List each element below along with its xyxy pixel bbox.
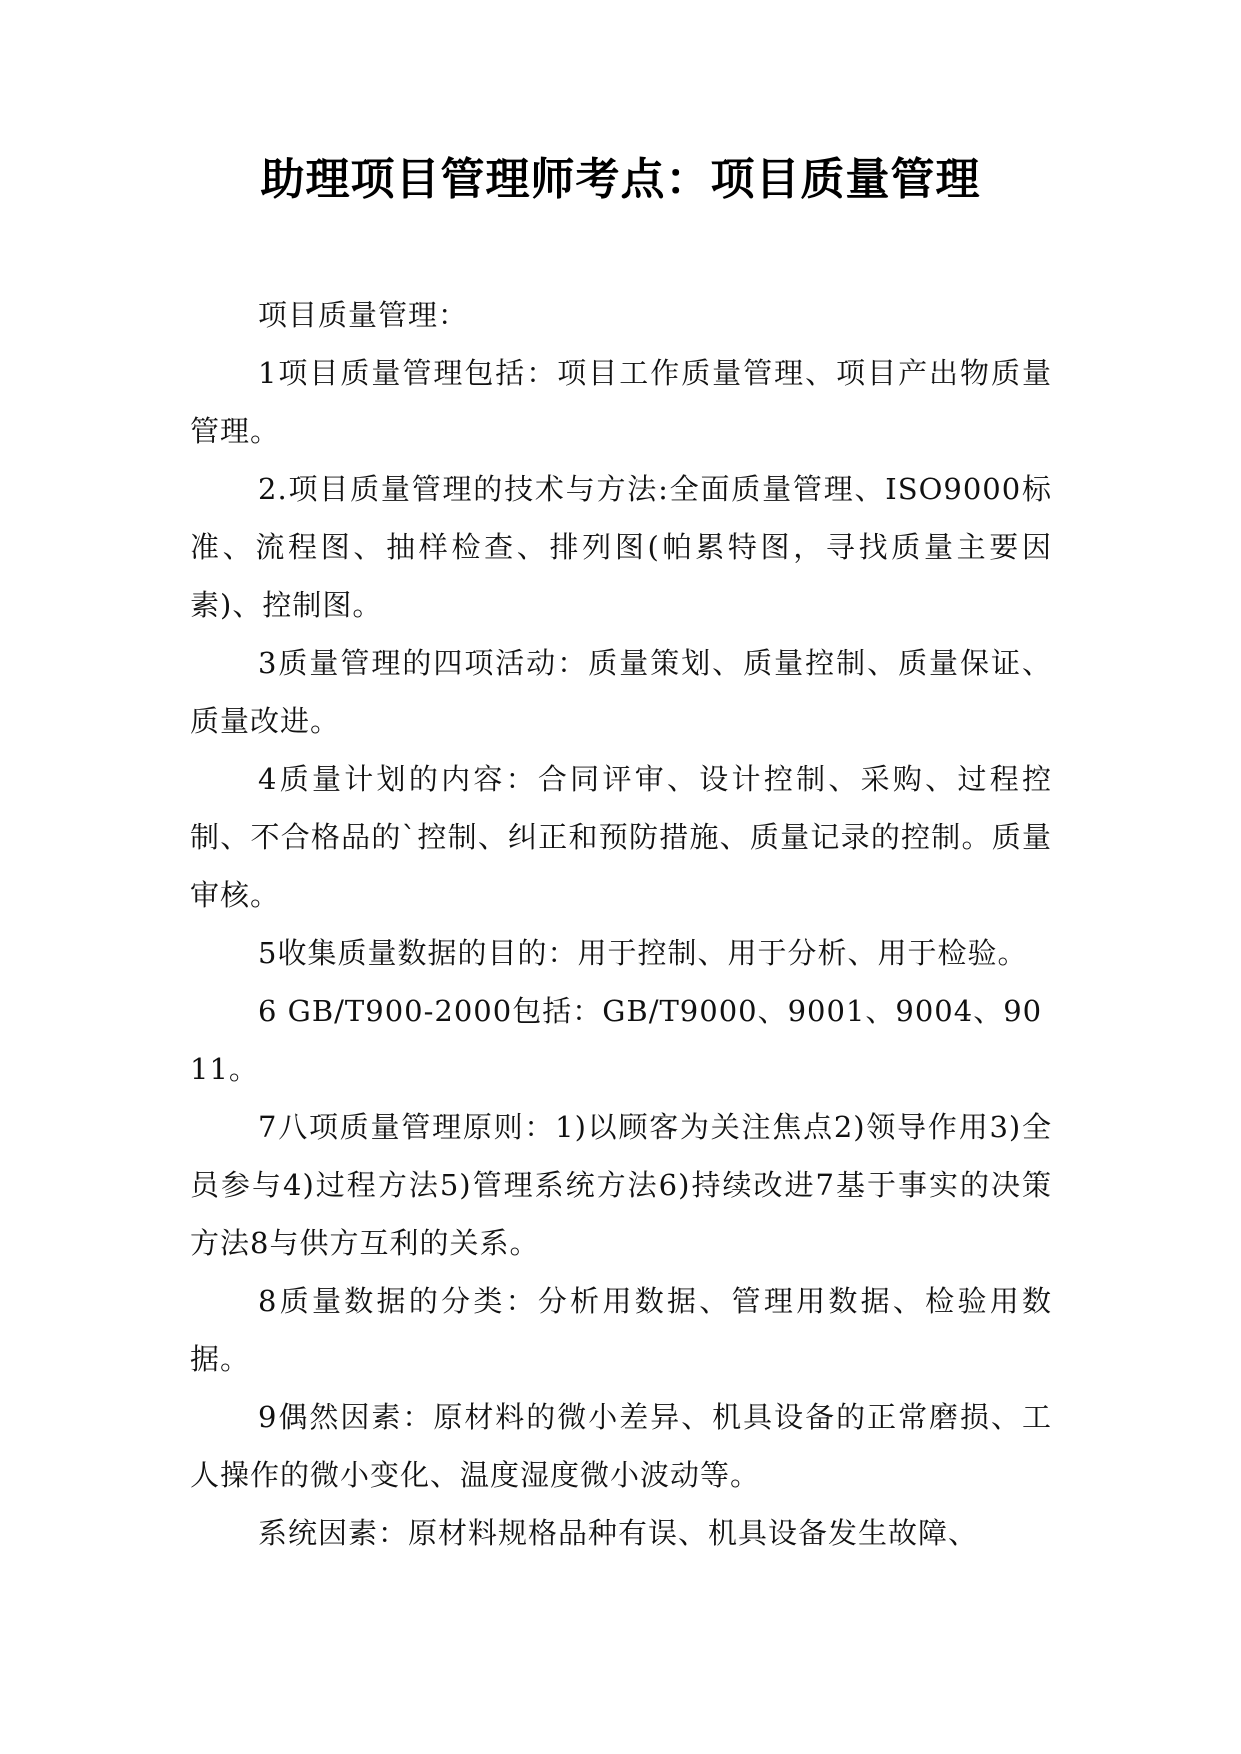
paragraph: 5收集质量数据的目的：用于控制、用于分析、用于检验。: [258, 936, 1028, 970]
paragraph: 3质量管理的四项活动：质量策划、质量控制、质量保证、质量改进。: [190, 646, 1052, 738]
paragraph: 8质量数据的分类：分析用数据、管理用数据、检验用数据。: [190, 1284, 1052, 1376]
paragraph: 1项目质量管理包括：项目工作质量管理、项目产出物质量管理。: [190, 356, 1052, 448]
paragraph: 2.项目质量管理的技术与方法:全面质量管理、ISO9000标准、流程图、抽样检查、排列图(帕累特图，寻找质量主要因素)、控制图。: [190, 472, 1052, 622]
document-body: [190, 286, 1052, 1562]
paragraph: 6 GB/T900-2000包括：GB/T9000、9001、9004、9011。: [190, 994, 1043, 1086]
paragraph: 9偶然因素：原材料的微小差异、机具设备的正常磨损、工人操作的微小变化、温度湿度微小波动等。: [190, 1400, 1052, 1492]
document-title: 助理项目管理师考点：项目质量管理: [260, 154, 981, 205]
paragraph: 项目质量管理：: [258, 298, 469, 332]
paragraph: 4质量计划的内容：合同评审、设计控制、采购、过程控制、不合格品的`控制、纠正和预防措施、质量记录的控制。质量审核。: [190, 762, 1052, 912]
paragraph: 7八项质量管理原则：1)以顾客为关注焦点2)领导作用3)全员参与4)过程方法5)管理系统方法6)持续改进7基于事实的决策方法8与供方互利的关系。: [190, 1110, 1052, 1260]
paragraph: 系统因素：原材料规格品种有误、机具设备发生故障、: [258, 1516, 979, 1550]
